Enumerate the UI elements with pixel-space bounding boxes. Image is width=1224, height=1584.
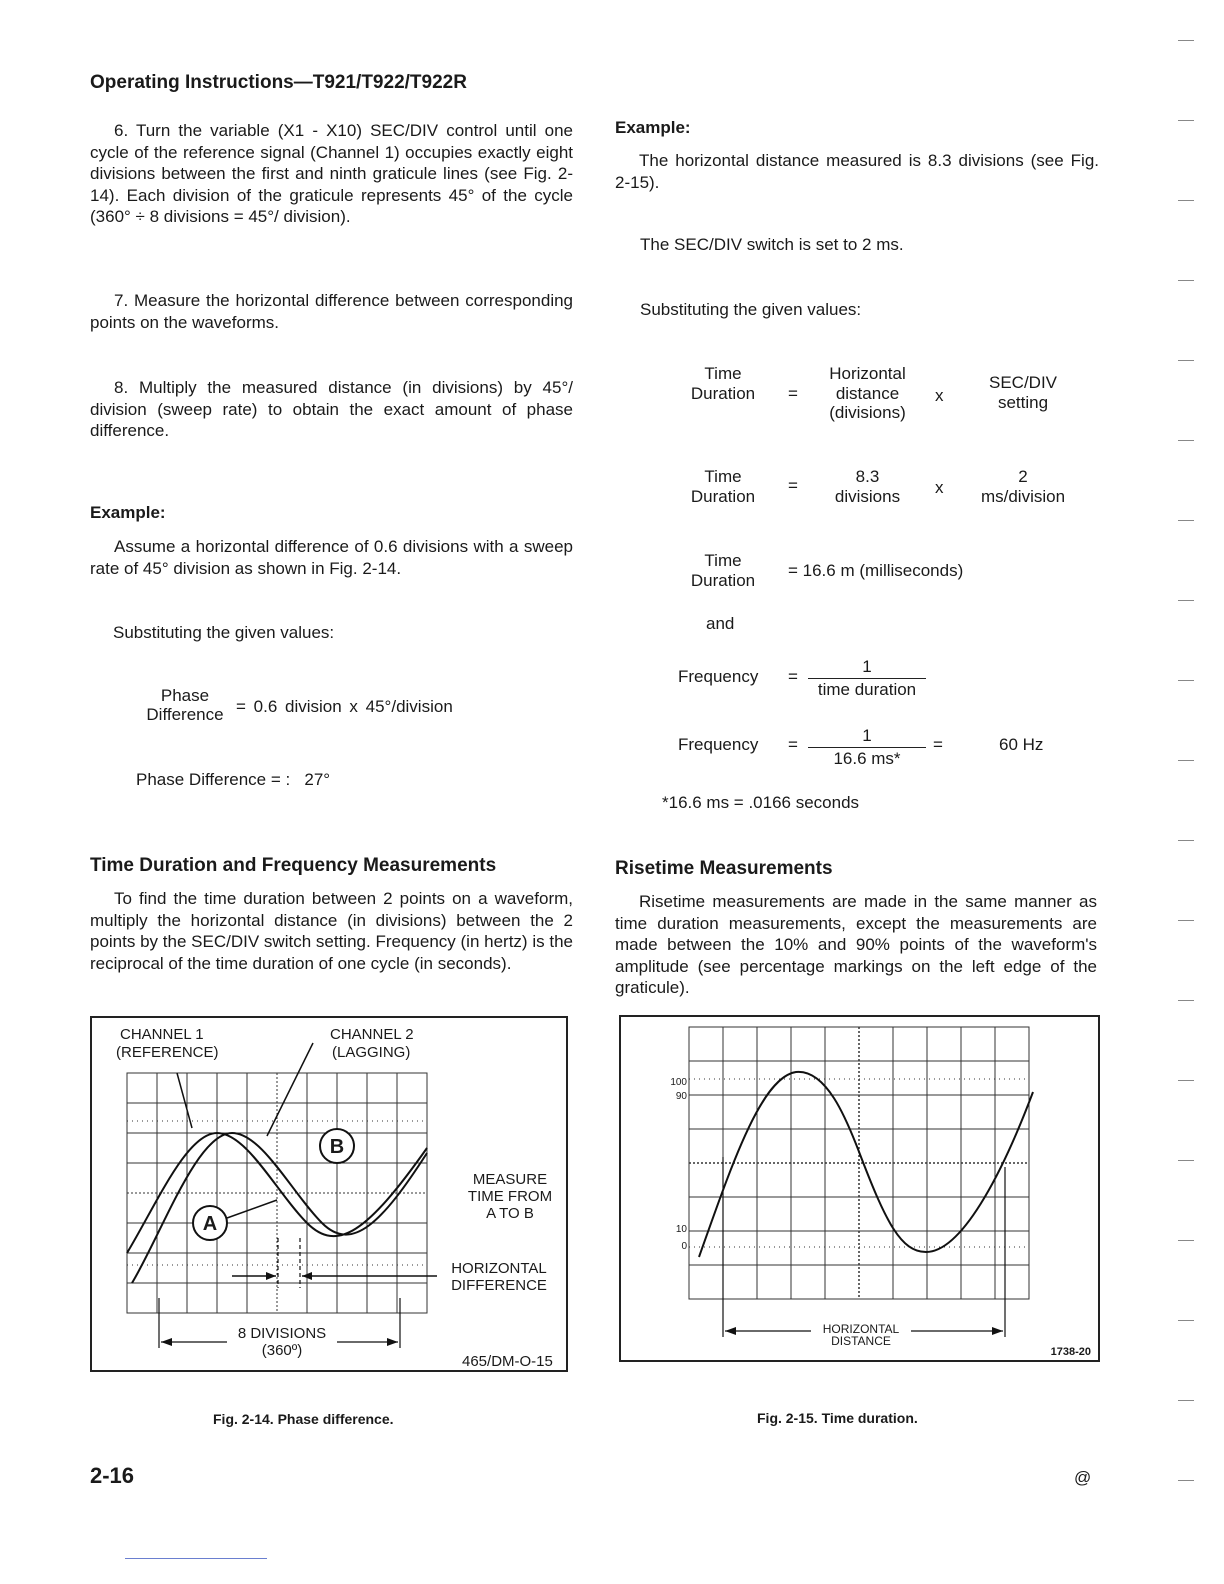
eq1-lhs-1: Time (704, 364, 742, 383)
eq1-a-2: distance (835, 383, 900, 403)
bottom-rule (125, 1558, 267, 1559)
edge-mark (1178, 1240, 1194, 1241)
edge-mark (1178, 1160, 1194, 1161)
freq1-fraction (808, 656, 926, 701)
edge-mark (1178, 1480, 1194, 1481)
edge-mark (1178, 760, 1194, 761)
phase-label-line1: Phase (160, 686, 210, 705)
edge-mark (1178, 1400, 1194, 1401)
left-substituting: Substituting the given values: (113, 623, 335, 642)
eq1-a-3: (divisions) (829, 403, 906, 422)
freq1-lhs: Frequency (678, 667, 759, 686)
fig14-point-b: B (329, 1136, 345, 1158)
fig14-difference: DIFFERENCE (451, 1277, 547, 1294)
fig15-label-0: 0 (681, 1241, 687, 1252)
freq1-numerator: 1 (808, 656, 926, 679)
fig14-measure-3: A TO B (486, 1205, 534, 1222)
footnote: *16.6 ms = .0166 seconds (662, 793, 860, 812)
fig14-channel2: CHANNEL 2 (330, 1026, 414, 1043)
eq3-lhs-1: Time (704, 551, 742, 570)
fig14-channel1: CHANNEL 1 (120, 1026, 204, 1043)
freq2-equals-2: = (933, 735, 943, 754)
page-title: Operating Instructions—T921/T922/T922R (90, 72, 467, 93)
eq2-b (968, 467, 1078, 507)
eq3-lhs-2: Duration (690, 571, 756, 590)
and-text: and (706, 614, 735, 633)
time-duration-text: To find the time duration between 2 points on a waveform, multiply the horizontal distance (in divisions) between the 2 points by the SEC/DIV switch setting. Frequency (in hertz) is the reciprocal of the time duration of one cycle (in seconds). (90, 889, 573, 973)
edge-mark (1178, 600, 1194, 601)
edge-mark (1178, 1000, 1194, 1001)
eq1-lhs (678, 364, 768, 404)
phase-label-line2: Difference (146, 705, 224, 724)
horiz-text-block (615, 150, 1099, 193)
freq2-fraction (808, 725, 926, 770)
risetime-text: Risetime measurements are made in the same manner as time duration measurements, except the measurements are made between the 10% and 90% points of the waveform's amplitude (see percentage markings on the left edge of the graticule). (615, 892, 1097, 997)
fig15-label-100: 100 (670, 1077, 687, 1088)
freq1-equals: = (788, 667, 798, 686)
edge-mark (1178, 520, 1194, 521)
eq1-b-2: setting (997, 393, 1049, 412)
fig15-label-10: 10 (675, 1224, 687, 1235)
right-substituting: Substituting the given values: (640, 300, 862, 319)
step-8 (90, 377, 573, 442)
edge-mark (1178, 920, 1194, 921)
edge-mark (1178, 440, 1194, 441)
left-example-text-block (90, 536, 573, 579)
eq2-lhs-2: Duration (690, 487, 756, 506)
step-6-text: 6. Turn the variable (X1 - X10) SEC/DIV control until one cycle of the reference signal (Channel 1) occupies exactly eight divisions between the first and ninth graticule lines (see Fig. 2-14). Each division of the graticule represents 45° of the cycle (360° ÷ 8 divisions = 45°/ division). (90, 121, 573, 226)
edge-mark (1178, 40, 1194, 41)
left-example-text: Assume a horizontal difference of 0.6 divisions with a sweep rate of 45° division as shown in Fig. 2-14. (90, 537, 573, 578)
fig14-divisions: 8 DIVISIONS (237, 1325, 327, 1342)
figure-2-15 (619, 1015, 1100, 1362)
phase-result: Phase Difference = : 27° (136, 770, 331, 789)
right-example-heading: Example: (615, 118, 691, 137)
eq1-a (810, 364, 925, 423)
eq2-a-2: divisions (834, 487, 901, 506)
freq2-numerator: 1 (808, 725, 926, 748)
step-7-text: 7. Measure the horizontal difference between corresponding points on the waveforms. (90, 291, 573, 332)
eq2-b-1: 2 (1018, 467, 1028, 486)
eq3-lhs (678, 551, 768, 591)
fig14-channel1-sub: (REFERENCE) (116, 1044, 219, 1061)
risetime-text-block (615, 891, 1097, 999)
edge-mark (1178, 360, 1194, 361)
figure-2-14 (90, 1016, 568, 1372)
eq1-equals: = (788, 384, 798, 403)
eq2-a-1: 8.3 (855, 467, 880, 486)
left-example-heading: Example: (90, 503, 166, 522)
page-number: 2-16 (90, 1463, 135, 1488)
fig14-degrees: (360º) (261, 1342, 303, 1359)
fig15-distance: DISTANCE (831, 1334, 891, 1348)
edge-mark (1178, 840, 1194, 841)
eq2-lhs (678, 467, 768, 507)
phase-difference-label (140, 686, 230, 724)
step-8-text: 8. Multiply the measured distance (in divisions) by 45°/ division (sweep rate) to obtain the exact amount of phase difference. (90, 378, 573, 440)
eq2-lhs-1: Time (704, 467, 742, 486)
phase-difference-diagram (92, 1018, 566, 1370)
risetime-heading: Risetime Measurements (615, 858, 833, 879)
freq2-equals: = (788, 735, 798, 754)
secdiv-text: The SEC/DIV switch is set to 2 ms. (640, 235, 904, 254)
eq1-b-1: SEC/DIV (988, 373, 1058, 392)
fig15-label-90: 90 (675, 1091, 687, 1102)
phase-equation: = 0.6 division x 45°/division (236, 697, 453, 716)
time-duration-heading: Time Duration and Frequency Measurements (90, 855, 497, 876)
time-duration-text-block (90, 888, 573, 974)
fig14-caption: Fig. 2-14. Phase difference. (213, 1411, 394, 1427)
footer-symbol: @ (1074, 1468, 1092, 1487)
eq1-a-1: Horizontal (829, 364, 906, 383)
eq2-times: x (935, 478, 944, 497)
eq1-times: x (935, 386, 944, 405)
eq2-equals: = (788, 476, 798, 495)
edge-mark (1178, 120, 1194, 121)
freq1-denominator: time duration (817, 680, 917, 699)
fig14-measure-1: MEASURE (472, 1171, 548, 1188)
fig15-code: 1738-20 (1050, 1346, 1091, 1358)
fig14-point-a: A (202, 1213, 218, 1235)
fig14-horizontal: HORIZONTAL (451, 1260, 547, 1277)
step-7 (90, 290, 573, 333)
edge-mark (1178, 680, 1194, 681)
eq2-a (810, 467, 925, 507)
eq1-lhs-2: Duration (690, 384, 756, 403)
horiz-text: The horizontal distance measured is 8.3 divisions (see Fig. 2-15). (615, 151, 1099, 192)
edge-mark (1178, 1320, 1194, 1321)
freq2-result: 60 Hz (999, 735, 1044, 754)
fig15-horizontal: HORIZONTAL (822, 1322, 900, 1336)
fig14-code: 465/DM-O-15 (462, 1353, 553, 1370)
time-duration-diagram (621, 1017, 1098, 1360)
fig14-measure-2: TIME FROM (467, 1188, 553, 1205)
freq2-lhs: Frequency (678, 735, 759, 754)
eq1-b (968, 373, 1078, 413)
step-6 (90, 120, 573, 228)
edge-mark (1178, 280, 1194, 281)
freq2-denominator: 16.6 ms* (833, 749, 901, 768)
eq2-b-2: ms/division (980, 487, 1066, 506)
edge-mark (1178, 1080, 1194, 1081)
fig15-caption: Fig. 2-15. Time duration. (757, 1410, 918, 1426)
edge-mark (1178, 200, 1194, 201)
fig14-channel2-sub: (LAGGING) (332, 1044, 411, 1061)
eq3-rhs: = 16.6 m (milliseconds) (788, 561, 964, 580)
